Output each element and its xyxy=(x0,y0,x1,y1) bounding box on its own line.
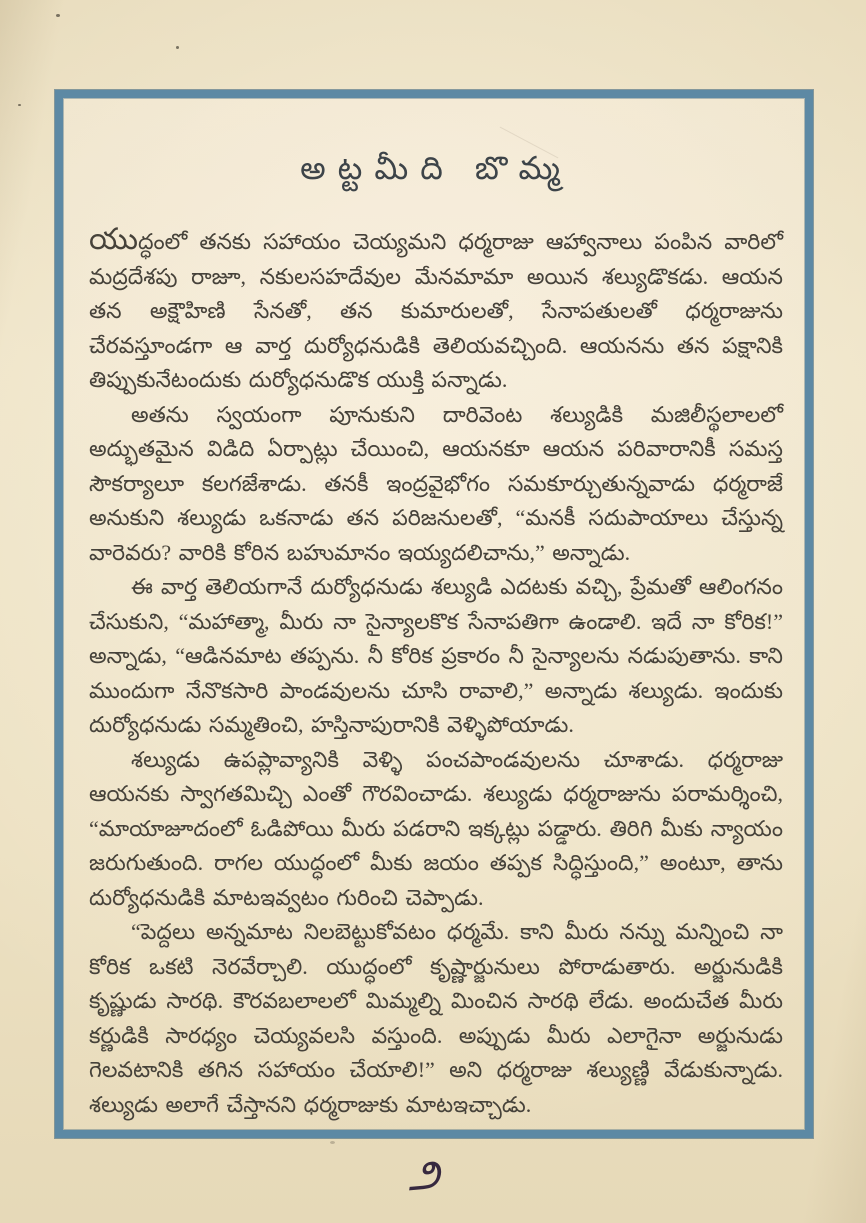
scan-speck xyxy=(56,14,60,17)
scan-speck xyxy=(18,104,21,106)
paragraph-2: అతను స్వయంగా పూనుకుని దారివెంట శల్యుడికి మజిలీస్థలాలలో అద్భుతమైన విడిది ఏర్పాట్లు చేయించి, ఆయనకూ ఆయన పరివారానికీ సమస్త సౌకర్యాలూ కలగజేశాడు. తనకీ ఇంద్రవైభోగం సమకూర్చుతున్నవాడు ధర్మరాజే అనుకుని శల్యుడు ఒకనాడు తన పరిజనులతో, “మనకీ సదుపాయాలు చేస్తున్న వారెవరు? వారికి కోరిన బహుమానం ఇయ్యదలిచాను,” అన్నాడు. xyxy=(89,401,783,565)
paragraph-1 xyxy=(89,225,783,398)
scan-speck xyxy=(176,46,179,49)
paragraph-4: శల్యుడు ఉపప్లావ్యానికి వెళ్ళి పంచపాండవులను చూశాడు. ధర్మరాజు ఆయనకు స్వాగతమిచ్చి ఎంతో గౌరవించాడు. శల్యుడు ధర్మరాజును పరామర్శించి, “మాయాజూదంలో ఓడిపోయి మీరు పడరాని ఇక్కట్లు పడ్డారు. తిరిగి మీకు న్యాయం జరుగుతుంది. రాగల యుద్ధంలో మీకు జయం తప్పక సిద్ధిస్తుంది,” అంటూ, తాను దుర్యోధనుడికి మాటఇవ్వటం గురించి చెప్పాడు. xyxy=(89,746,783,910)
paragraph-3: ఈ వార్త తెలియగానే దుర్యోధనుడు శల్యుడి ఎదటకు వచ్చి, ప్రేమతో ఆలింగనం చేసుకుని, “మహాత్మా, మీరు నా సైన్యాలకొక సేనాపతిగా ఉండాలి. ఇదే నా కోరిక!” అన్నాడు, “ఆడినమాట తప్పను. నీ కోరిక ప్రకారం నీ సైన్యాలను నడుపుతాను. కాని ముందుగా నేనొకసారి పాండవులను చూసి రావాలి,” అన్నాడు శల్యుడు. ఇందుకు దుర్యోధనుడు సమ్మతించి, హస్తినాపురానికి వెళ్ళిపోయాడు. xyxy=(89,574,783,737)
paragraph-5: “పెద్దలు అన్నమాట నిలబెట్టుకోవటం ధర్మమే. కాని మీరు నన్ను మన్నించి నా కోరిక ఒకటి నెరవేర్చాలి. యుద్ధంలో కృష్ణార్జునులు పోరాడుతారు. అర్జునుడికి కృష్ణుడు సారథి. కౌరవబలాలలో మిమ్మల్ని మించిన సారథి లేడు. అందుచేత మీరు కర్ణుడికి సారధ్యం చెయ్యవలసి వస్తుంది. అప్పుడు మీరు ఎలాగైనా అర్జునుడు గెలవటానికి తగిన సహాయం చేయాలి!” అని ధర్మరాజు శల్యుణ్ణి వేడుకున్నాడు. శల్యుడు అలాగే చేస్తానని ధర్మరాజుకు మాటఇచ్చాడు. xyxy=(89,919,783,1117)
lead-syllable: యు xyxy=(89,223,138,256)
scan-speck xyxy=(330,1141,335,1144)
body-text xyxy=(89,225,783,1122)
paragraph-1-text: ద్ధంలో తనకు సహాయం చెయ్యమని ధర్మరాజు ఆహ్వానాలు పంపిన వారిలో మద్రదేశపు రాజూ, నకులసహదేవుల మేనమామా అయిన శల్యుడొకడు. ఆయన తన అక్షౌహిణి సేనతో, తన కుమారులతో, సేనాపతులతో ధర్మరాజును చేరవస్తూండగా ఆ వార్త దుర్యోధనుడికి తెలియవచ్చింది. ఆయనను తన పక్షానికి తిప్పుకునేటందుకు దుర్యోధనుడొక యుక్తి పన్నాడు. xyxy=(89,229,783,392)
page-border-frame xyxy=(55,90,813,1138)
page-number: ౨ xyxy=(405,1151,442,1201)
page-title: అట్టమీది బొమ్మ xyxy=(300,150,572,186)
